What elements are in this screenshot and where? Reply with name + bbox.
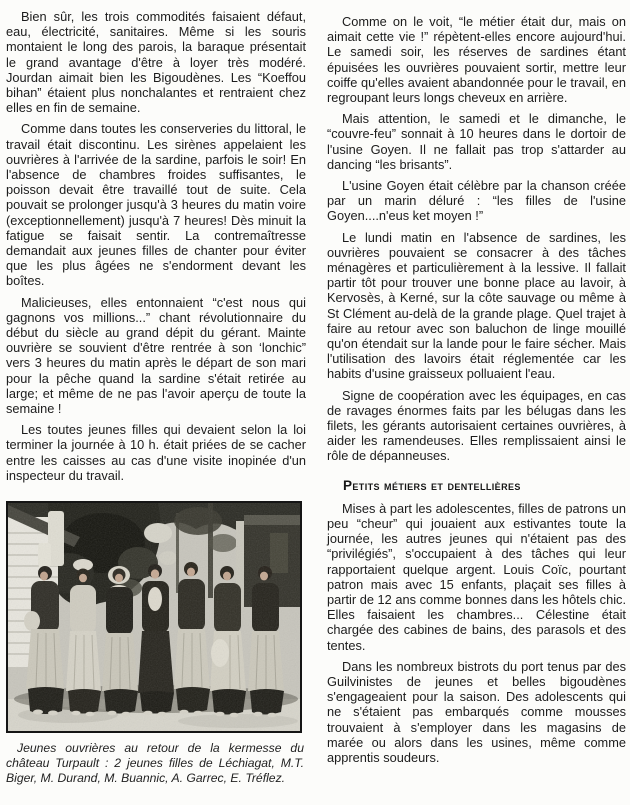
workers-photo-frame	[6, 501, 302, 733]
paragraph: Le lundi matin en l'absence de sardines, les ouvrières pouvaient se consacrer à des tâches ménagères et particulièrement à la lessive. Il fallait partir tôt pour trouver une bonne place au lavoir, à Kervosès, à Kerné, sur la côte sauvage ou même à St Clément au-delà de la grande plage. Quel trajet à faire au retour avec son baluchon de linge mouillé qu'on étendait sur la lande pour le faire sécher. Mais l'utilisation des lavoirs était réglementée car les habits d'usine graisseux polluaient l'eau.	[327, 229, 626, 382]
paragraph: Mais attention, le samedi et le dimanche, le “couvre-feu” sonnait à 10 heures dans le dortoir de l'usine Goyen. Il ne fallait pas trop s'attarder au dancing “les brisants”.	[327, 111, 626, 172]
paragraph: Dans les nombreux bistrots du port tenus par des Guilvinistes de jeunes et belles bigoudènes s'engageaient pour la saison. Des adolescents qui ne s'étaient pas embarqués comme mousses trouvaient à s'employer dans les magasins de marée ou alors dans les usines, même comme apprentis soudeurs.	[327, 658, 626, 765]
paragraph: Malicieuses, elles entonnaient “c'est nous qui gagnons vos millions...” chant révolutionnaire du début du siècle au grand dépit du gérant. Mainte ouvrière se souvient d'être rentrée à son ‘lonchic” vers 3 heures du matin après le départ de son mari pour la pêche quand la sardine s'était retirée au large; et même de ne pas l'avoir aperçu de toute la semaine !	[6, 294, 306, 417]
paragraph: Comme dans toutes les conserveries du littoral, le travail était discontinu. Les sirènes appelaient les ouvrières à l'arrivée de la sardine, parfois le soir! En l'absence de chambres froides suffisantes, le poisson devait être travaillé tout de suite. Cela pouvait se prolonger jusqu'à 3 heures du matin voire (exceptionnellement) jusqu'à 7 heures! Dès minuit la fatigue se faisait sentir. La contremaîtresse demandait aux jeunes filles de chanter pour éviter que les plus âgées ne s'endorment devant les boîtes.	[6, 121, 306, 289]
workers-photo-image	[8, 503, 300, 731]
paragraph: Les toutes jeunes filles qui devaient selon la loi terminer la journée à 10 h. était priées de se cacher entre les caisses au cas d'une visite inopinée d'un inspecteur du travail.	[6, 422, 306, 483]
paragraph: Bien sûr, les trois commodités faisaient défaut, eau, électricité, sanitaires. Même si les souris montaient le long des parois, la baraque présentait le grand avantage d'être à loyer très modéré. Jourdan aimait bien les Bigoudènes. Les “Koeffou bihan” étaient plus nonchalantes et rentraient chez elles en fin de semaine.	[6, 9, 306, 116]
paragraph: Signe de coopération avec les équipages, en cas de ravages énormes faits par les bélugas dans les filets, les gérants autorisaient certaines ouvrières, à aider les ramendeuses. Elles remplissaient ainsi le rôle de dépanneuses.	[327, 387, 626, 464]
photo-grain	[8, 503, 300, 731]
workers-photo	[6, 501, 306, 786]
photo-caption: Jeunes ouvrières au retour de la kermesse du château Turpault : 2 jeunes filles de Léchiagat, M.T. Biger, M. Durand, M. Buannic, A. Garrec, E. Tréflez.	[6, 741, 304, 786]
left-column	[6, 9, 306, 786]
paragraph: Comme on le voit, “le métier était dur, mais on aimait cette vie !” répètent-elles encore aujourd'hui. Le samedi soir, les réserves de sardines étant épuisées les ouvrières pouvaient sortir, mettre leur coiffe qu'elles avaient abandonnée pour le travail, en regroupant leurs longs cheveux en arrière.	[327, 14, 626, 106]
paragraph: L'usine Goyen était célèbre par la chanson créée par un marin déluré : “les filles de l'usine Goyen....n'eus ket moyen !”	[327, 178, 626, 224]
section-heading: Petits métiers et dentellières	[343, 477, 521, 493]
right-column	[327, 9, 626, 786]
paragraph: Mises à part les adolescentes, filles de patrons un peu “cheur” qui jouaient aux estivantes toute la journée, les autres jeunes qui n'étaient pas des “privilégiés”, s'occupaient à des tâches qui leur rapportaient quelque argent. Louis Coïc, pourtant patron mais avec 15 enfants, plaçait ses filles à partir de 12 ans comme bonnes dans les hôtels chic. Elles faisaient les chambres... Célestine était chargée des cabines de bains, des parasols et des tentes.	[327, 500, 626, 653]
